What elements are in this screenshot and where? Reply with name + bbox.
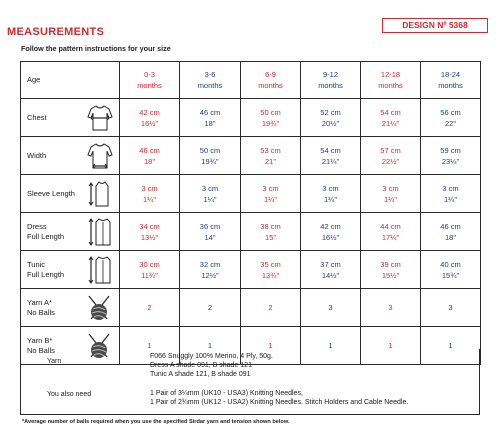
cm-value: 54 cm [380, 107, 401, 117]
row-label: Tunic [27, 259, 46, 269]
size-header-cell [241, 62, 301, 99]
size-unit: months [137, 81, 162, 90]
inch-value: 16½" [140, 118, 159, 128]
inch-value: 22" [444, 118, 456, 128]
balls-cell: 3 [361, 289, 421, 327]
row-label-cell [21, 175, 120, 213]
cm-value: 50 cm [260, 107, 281, 117]
inch-value: 23¼" [441, 156, 460, 166]
cm-value: 40 cm [440, 259, 461, 269]
size-range: 0-3 [144, 70, 155, 79]
also-need-description [150, 389, 408, 407]
measure-cell [120, 251, 180, 289]
row-label-sub: No Balls [27, 307, 55, 317]
cm-value: 34 cm [139, 221, 160, 231]
materials-box [20, 349, 480, 415]
measure-cell [301, 137, 361, 175]
balls-cell: 2 [241, 289, 301, 327]
balls-cell: 1 [421, 327, 481, 365]
row-label-cell [21, 251, 120, 289]
inch-value: 18" [444, 232, 456, 242]
inch-value: 22½" [381, 156, 400, 166]
measure-cell [301, 251, 361, 289]
inch-value: 19¾" [261, 118, 280, 128]
measure-cell [421, 137, 481, 175]
inch-value: 20½" [321, 118, 340, 128]
row-label-cell [21, 99, 120, 137]
yarn-line: Dress A shade 091, B shade 121 [150, 362, 252, 370]
measure-cell [120, 99, 180, 137]
measure-cell [361, 99, 421, 137]
balls-cell: 1 [301, 327, 361, 365]
balls-cell: 1 [241, 327, 301, 365]
measure-cell [180, 213, 241, 251]
intro-text: Follow the pattern instructions for your size [21, 44, 171, 53]
balls-cell: 1 [180, 327, 241, 365]
measure-cell [421, 213, 481, 251]
cm-value: 57 cm [380, 145, 401, 155]
inch-value: 15¾" [441, 270, 460, 280]
measure-cell [241, 175, 301, 213]
size-range: 18-24 [440, 70, 461, 79]
measure-cell [241, 213, 301, 251]
cm-value: 42 cm [320, 221, 341, 231]
row-label: Yarn B* [27, 335, 53, 345]
inch-value: 14½" [321, 270, 340, 280]
inch-value: 12½" [201, 270, 219, 280]
measure-cell [180, 251, 241, 289]
size-header-cell [421, 62, 481, 99]
measure-cell [421, 251, 481, 289]
cm-value: 44 cm [380, 221, 401, 231]
cm-value: 54 cm [320, 145, 341, 155]
width-icon [87, 142, 113, 170]
balls-cell: 2 [120, 289, 180, 327]
measure-cell [361, 137, 421, 175]
size-header-cell [361, 62, 421, 99]
measure-cell [241, 251, 301, 289]
tunic-length-icon [87, 255, 113, 285]
measure-cell [241, 99, 301, 137]
cm-value: 50 cm [199, 145, 221, 155]
measure-cell [120, 137, 180, 175]
cm-value: 30 cm [139, 259, 160, 269]
measure-cell [301, 175, 361, 213]
inch-value: 18" [204, 118, 216, 128]
cm-value: 3 cm [382, 183, 399, 193]
measure-cell [361, 213, 421, 251]
measure-cell [180, 99, 241, 137]
row-label: Chest [27, 112, 47, 122]
row-label: Sleeve Length [27, 188, 75, 198]
yarn-ball-icon [85, 293, 113, 323]
cm-value: 59 cm [440, 145, 461, 155]
yarn-label: Yarn [47, 358, 62, 365]
cm-value: 37 cm [320, 259, 341, 269]
size-header-cell [120, 62, 180, 99]
inch-value: 16½" [321, 232, 340, 242]
size-unit: months [318, 81, 343, 90]
balls-cell: 1 [120, 327, 180, 365]
also-need-label: You also need [47, 391, 92, 398]
inch-value: 18" [143, 156, 155, 166]
measure-cell [120, 213, 180, 251]
size-range: 6-9 [265, 70, 276, 79]
size-header-cell [180, 62, 241, 99]
sleeve-length-icon [87, 180, 113, 208]
cm-value: 46 cm [139, 145, 160, 155]
cm-value: 3 cm [322, 183, 339, 193]
row-label: Width [27, 150, 47, 160]
balls-cell: 2 [180, 289, 241, 327]
row-label-cell [21, 289, 120, 327]
inch-value: 14" [204, 232, 216, 242]
measure-cell [361, 175, 421, 213]
inch-value: 11¾" [141, 270, 158, 280]
yarn-line: F066 Snuggly 100% Merino, 4 Ply, 50g. [150, 353, 273, 360]
measure-cell [421, 175, 481, 213]
cm-value: 36 cm [199, 221, 221, 231]
inch-value: 1¼" [323, 194, 338, 204]
measurements-table [20, 61, 481, 365]
size-header-cell [301, 62, 361, 99]
balls-cell: 3 [421, 289, 481, 327]
inch-value: 21" [264, 156, 276, 166]
inch-value: 1¼" [383, 194, 398, 204]
measure-cell [241, 137, 301, 175]
footnote: *Average number of balls required when you use the specified Sirdar yarn and tension shown below. [22, 419, 290, 425]
page-title: MEASUREMENTS [7, 26, 105, 38]
design-number-badge: DESIGN Nº 5368 [382, 18, 488, 33]
cm-value: 32 cm [199, 259, 221, 269]
tunic-length-row [21, 251, 481, 289]
chest-row [21, 99, 481, 137]
row-label-sub: No Balls [27, 345, 55, 355]
row-label: Dress [27, 221, 47, 231]
yarn-a-balls-row [21, 289, 481, 327]
inch-value: 15" [264, 232, 276, 242]
inch-value: 1¼" [443, 194, 458, 204]
inch-value: 19¾" [201, 156, 219, 166]
inch-value: 13½" [140, 232, 159, 242]
measure-cell [361, 251, 421, 289]
yarn-description [150, 352, 273, 380]
measure-cell [180, 137, 241, 175]
row-label-cell [21, 137, 120, 175]
cm-value: 3 cm [201, 183, 219, 193]
cm-value: 42 cm [139, 107, 160, 117]
size-range: 3-6 [204, 70, 216, 79]
sleeve-length-row [21, 175, 481, 213]
size-range: 12-18 [380, 70, 401, 79]
size-range: 9-12 [322, 70, 338, 79]
cm-value: 46 cm [440, 221, 461, 231]
cm-value: 46 cm [199, 107, 221, 117]
size-unit: months [438, 81, 463, 90]
measure-cell [120, 175, 180, 213]
age-row [21, 62, 481, 99]
inch-value: 15½" [381, 270, 400, 280]
age-label: Age [27, 75, 41, 84]
needle-line: 1 Pair of 3¼mm (UK10 - USA3) Knitting Needles, [150, 390, 303, 397]
needle-line: 1 Pair of 2¾mm (UK12 - USA2) Knitting Needles. Stitch Holders and Cable Needle. [150, 399, 409, 407]
cm-value: 52 cm [320, 107, 341, 117]
dress-length-icon [87, 217, 113, 247]
inch-value: 21¼" [321, 156, 340, 166]
row-label-sub: Full Length [27, 231, 65, 241]
row-label-sub: Full Length [27, 269, 65, 279]
width-row [21, 137, 481, 175]
measure-cell [301, 99, 361, 137]
cm-value: 38 cm [260, 221, 281, 231]
measure-cell [180, 175, 241, 213]
balls-cell: 1 [361, 327, 421, 365]
cm-value: 39 cm [380, 259, 401, 269]
cm-value: 3 cm [262, 183, 279, 193]
inch-value: 17¼" [381, 232, 400, 242]
cm-value: 53 cm [260, 145, 281, 155]
inch-value: 1¼" [263, 194, 278, 204]
cm-value: 56 cm [440, 107, 461, 117]
measure-cell [421, 99, 481, 137]
inch-value: 1¼" [203, 194, 217, 204]
row-label: Yarn A* [27, 297, 52, 307]
size-unit: months [258, 81, 283, 90]
age-label-cell [21, 62, 120, 99]
size-unit: months [378, 81, 403, 90]
cm-value: 3 cm [141, 183, 158, 193]
chest-icon [87, 104, 113, 132]
yarn-line: Tunic A shade 121, B shade 091 [150, 371, 251, 379]
balls-cell: 3 [301, 289, 361, 327]
cm-value: 35 cm [260, 259, 281, 269]
inch-value: 13¾" [261, 270, 280, 280]
measure-cell [301, 213, 361, 251]
inch-value: 1¼" [142, 194, 157, 204]
dress-length-row [21, 213, 481, 251]
inch-value: 21¼" [381, 118, 400, 128]
size-unit: months [197, 81, 223, 90]
cm-value: 3 cm [442, 183, 459, 193]
row-label-cell [21, 213, 120, 251]
